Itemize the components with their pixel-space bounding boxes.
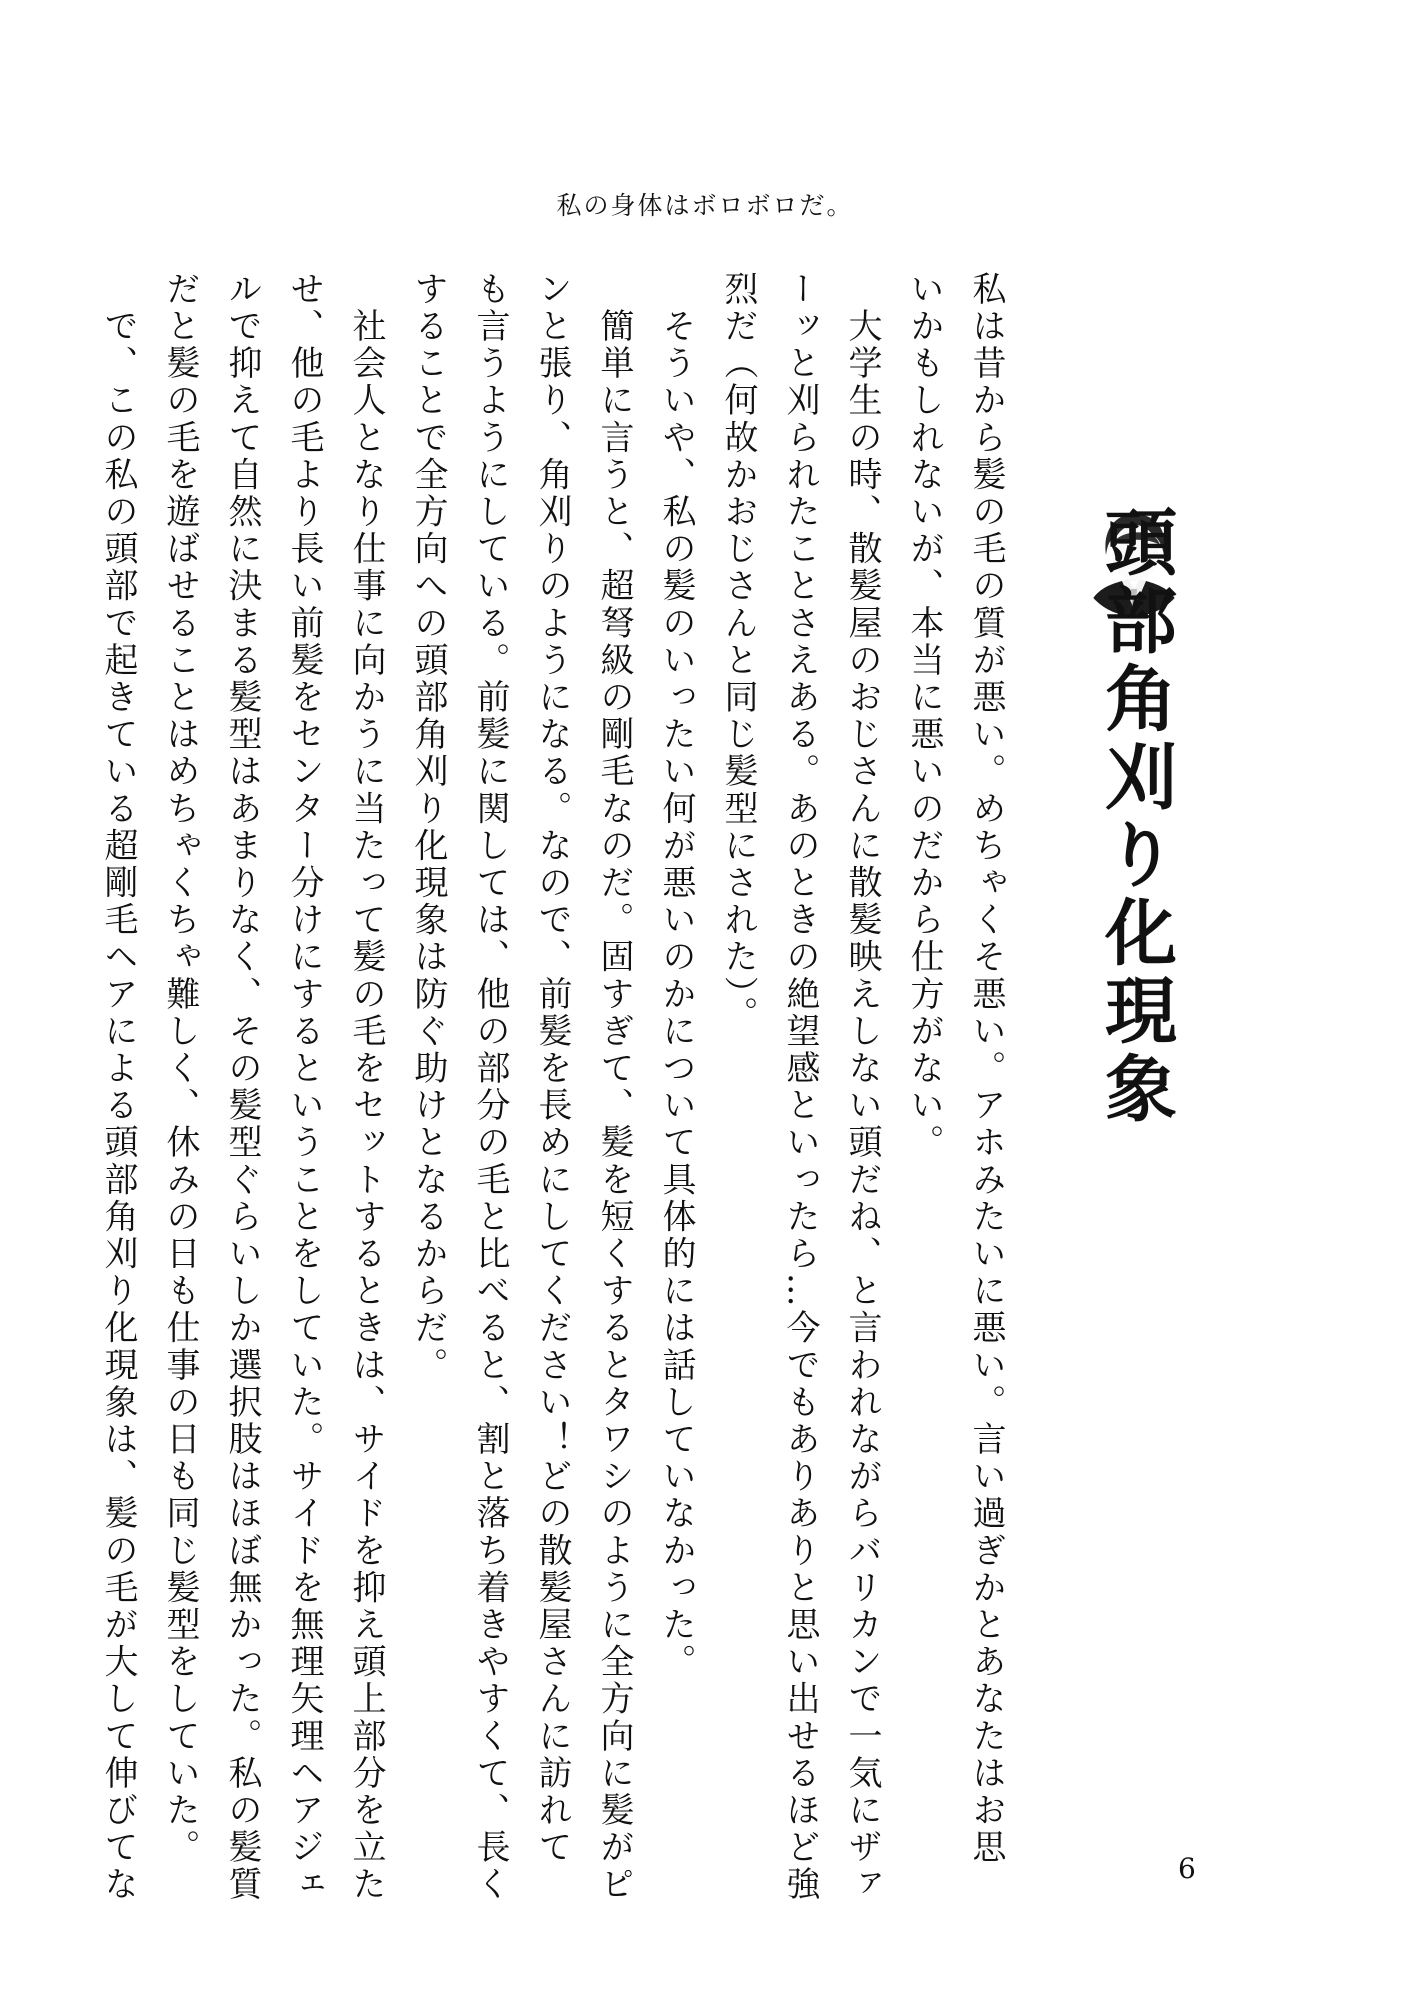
body-line: ンと張り、角刈りのようになる。なので、前髪を長めにしてください！どの散髪屋さんに訪れて xyxy=(532,271,572,1867)
body-line: で、この私の頭部で起きている超剛毛ヘアによる頭部角刈り化現象は、髪の毛が大して伸びてな xyxy=(98,271,138,1904)
body-line: そういや、私の髪のいったい何が悪いのかについて具体的には話していなかった。 xyxy=(656,271,696,1681)
body-line: 大学生の時、散髪屋のおじさんに散髪映えしない頭だね、と言われながらバリカンで一気にザァ xyxy=(842,271,882,1904)
body-line: せ、他の毛より長い前髪をセンター分けにするということをしていた。サイドを無理矢理ヘアジェ xyxy=(284,271,324,1904)
body-line: だと髪の毛を遊ばせることはめちゃくちゃ難しく、休みの日も仕事の日も同じ髪型をしていた。 xyxy=(160,271,200,1867)
body-line: いかもしれないが、本当に悪いのだから仕方がない。 xyxy=(904,271,944,1162)
body-text xyxy=(87,271,1017,1904)
body-line: 簡単に言うと、超弩級の剛毛なのだ。固すぎて、髪を短くするとタワシのように全方向に髪がピ xyxy=(594,271,634,1904)
body-line: ルで抑えて自然に決まる髪型はあまりなく、その髪型ぐらいしか選択肢はほぼ無かった。私の髪質 xyxy=(222,271,262,1904)
chapter-title: 頭部角刈り化現象 xyxy=(1093,505,1178,1129)
body-line: も言うようにしている。前髪に関しては、他の部分の毛と比べると、割と落ち着きやすくて、長く xyxy=(470,271,510,1904)
body-line: 私は昔から髪の毛の質が悪い。めちゃくそ悪い。アホみたいに悪い。言い過ぎかとあなたはお思 xyxy=(966,271,1006,1867)
body-line: 烈だ（何故かおじさんと同じ髪型にされた）。 xyxy=(718,271,758,1034)
body-line: することで全方向への頭部角刈り化現象は防ぐ助けとなるからだ。 xyxy=(408,271,448,1384)
body-line: 社会人となり仕事に向かうに当たって髪の毛をセットするときは、サイドを抑え頭上部分を立た xyxy=(346,271,386,1904)
body-line: ーッと刈られたことさえある。あのときの絶望感といったら…今でもありありと思い出せるほど強 xyxy=(780,271,820,1904)
page-number: 6 xyxy=(1178,1852,1196,1885)
running-head: 私の身体はボロボロだ。 xyxy=(556,191,854,220)
